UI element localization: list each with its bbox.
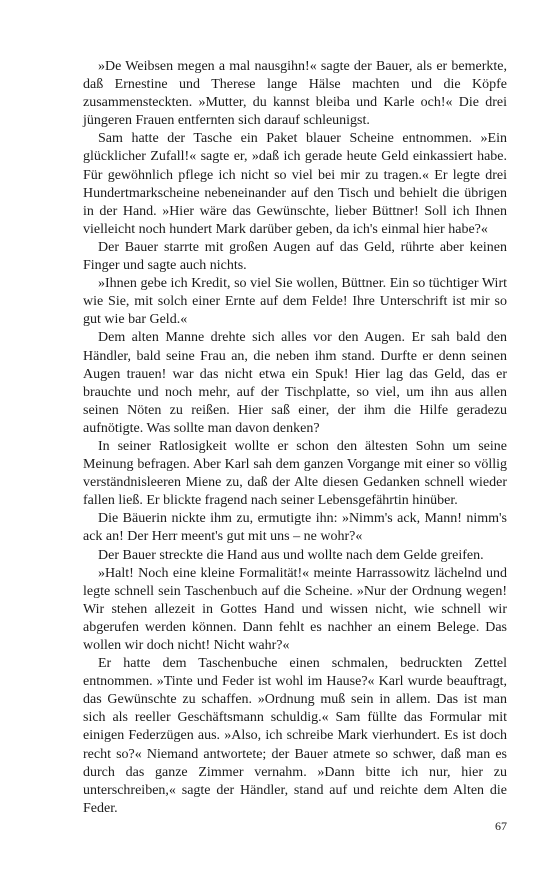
paragraph-9: »Halt! Noch eine kleine Formalität!« meinte Harrassowitz lächelnd und legte schnell sein Taschenbuch auf die Scheine. »Nur der Ordnung wegen! Wir stehen allezeit in Gottes Hand und wissen nicht, wie schnell wir abgerufen werden können. Dann fehlt es nachher an einem Belege. Das wollen wir doch nicht! Nicht wahr?« xyxy=(83,565,507,653)
paragraph-3: Der Bauer starrte mit großen Augen auf das Geld, rührte aber keinen Finger und sagte auch nichts. xyxy=(83,239,507,274)
paragraph-8: Der Bauer streckte die Hand aus und wollte nach dem Gelde greifen. xyxy=(98,547,484,563)
paragraph-5: Dem alten Manne drehte sich alles vor den Augen. Er sah bald den Händler, bald seine Frau an, die neben ihm stand. Durfte er denn seinen Augen trauen! war das nicht etwa ein Spuk! Hier lag das Geld, das er brauchte und noch mehr, auf der Tischplatte, so viel, um ihn aus allen seinen Nöten zu reißen. Hier saß einer, der ihm die Hilfe geradezu aufnötigte. Was sollte man davon denken? xyxy=(83,330,507,436)
page-number: 67 xyxy=(495,819,507,833)
paragraph-6: In seiner Ratlosigkeit wollte er schon den ältesten Sohn um seine Meinung befragen. Aber Karl sah dem ganzen Vorgange mit einer so völlig verständnisleeren Miene zu, daß der Alte diesen Gedanken schnell wieder fallen ließ. Er blickte fragend nach seiner Lebensgefährtin hinüber. xyxy=(83,438,507,509)
book-page-text xyxy=(83,58,507,818)
paragraph-10: Er hatte dem Taschenbuche einen schmalen, bedruckten Zettel entnommen. »Tinte und Feder ist wohl im Hause?« Karl wurde beauftragt, das Gewünschte zu schaffen. »Ordnung muß sein in allem. Das ist man sich als reeller Geschäftsmann schuldig.« Sam füllte das Formular mit einigen Federzügen aus. »Also, ich schreibe Mark vierhundert. Es ist doch recht so?« Niemand antwortete; der Bauer atmete so schwer, daß man es durch das ganze Zimmer vernahm. »Dann bitte ich nur, hier zu unterschreiben,« sagte der Händler, stand auf und reichte dem Alten die Feder. xyxy=(83,656,507,816)
paragraph-1: »De Weibsen megen a mal nausgihn!« sagte der Bauer, als er bemerkte, daß Ernestine und Therese lange Hälse machten und die Köpfe zusammensteckten. »Mutter, du kannst bleiba und Karle och!« Die drei jüngeren Frauen entfernten sich darauf schleunigst. xyxy=(83,59,507,129)
paragraph-2: Sam hatte der Tasche ein Paket blauer Scheine entnommen. »Ein glücklicher Zufall!« sagte er, »daß ich gerade heute Geld einkassiert habe. Für gewöhnlich pflege ich nicht so viel bei mir zu tragen.« Er legte drei Hundertmarkscheine nebeneinander auf den Tisch und behielt die übrigen in der Hand. »Hier wäre das Gewünschte, lieber Büttner! Soll ich Ihnen vielleicht noch hundert Mark darüber geben, da ich's einmal hier habe?« xyxy=(83,131,507,237)
paragraph-4: »Ihnen gebe ich Kredit, so viel Sie wollen, Büttner. Ein so tüchtiger Wirt wie Sie, mit solch einer Ernte auf dem Felde! Ihre Unterschrift ist mir so gut wie bar Geld.« xyxy=(83,276,507,328)
paragraph-7: Die Bäuerin nickte ihm zu, ermutigte ihn: »Nimm's ack, Mann! nimm's ack an! Der Herr meent's gut mit uns – ne wohr?« xyxy=(83,511,507,545)
